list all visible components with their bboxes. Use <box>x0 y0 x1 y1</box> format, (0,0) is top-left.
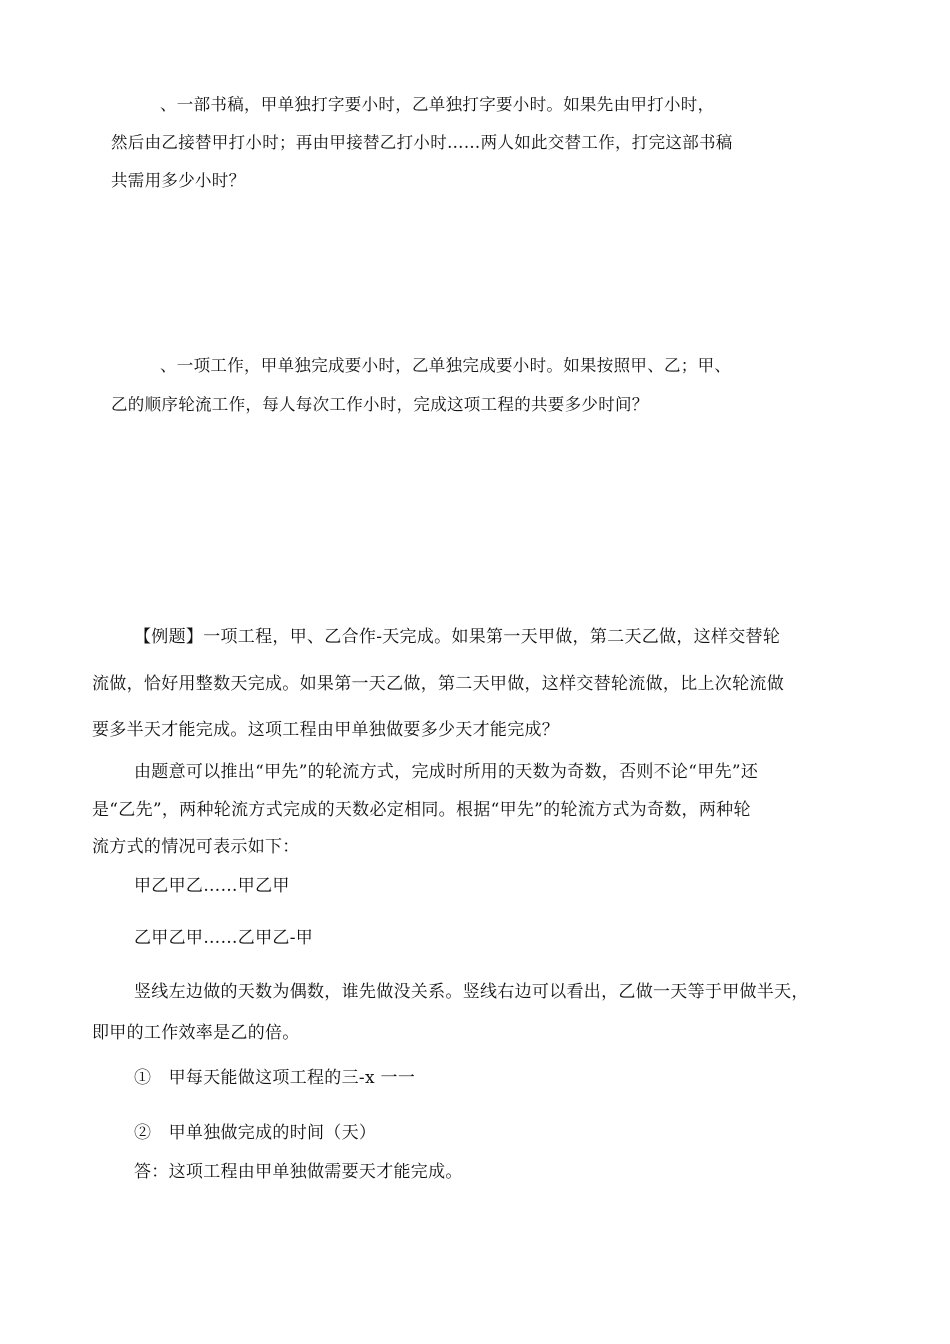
solution-para-1-line-3: 流方式的情况可表示如下： <box>92 837 300 857</box>
solution-step-2: ② 甲单独做完成的时间（天） <box>134 1123 377 1143</box>
problem-1-line-2: 然后由乙接替甲打小时；再由甲接替乙打小时……两人如此交替工作，打完这部书稿 <box>111 133 733 152</box>
solution-para-1-line-1: 由题意可以推出“甲先”的轮流方式，完成时所用的天数为奇数，否则不论“甲先”还 <box>134 762 759 782</box>
solution-para-2-line-2: 即甲的工作效率是乙的倍。 <box>92 1023 300 1043</box>
sequence-jia-first: 甲乙甲乙……甲乙甲 <box>134 876 290 896</box>
problem-2-line-2: 乙的顺序轮流工作，每人每次工作小时，完成这项工程的共要多少时间？ <box>111 395 649 414</box>
example-line-3: 要多半天才能完成。这项工程由甲单独做要多少天才能完成？ <box>92 720 560 740</box>
solution-step-1: ① 甲每天能做这项工程的三-x 一一 <box>134 1068 416 1088</box>
problem-1-line-3: 共需用多少小时？ <box>111 171 246 190</box>
solution-para-2-line-1: 竖线左边做的天数为偶数，谁先做没关系。竖线右边可以看出，乙做一天等于甲做半天， <box>134 982 809 1002</box>
sequence-yi-first: 乙甲乙甲……乙甲乙-甲 <box>134 928 314 948</box>
example-line-1: 【例题】一项工程，甲、乙合作-天完成。如果第一天甲做，第二天乙做，这样交替轮 <box>134 627 781 647</box>
problem-2-line-1: 、一项工作，甲单独完成要小时，乙单独完成要小时。如果按照甲、乙；甲、 <box>160 356 732 375</box>
problem-1-line-1: 、一部书稿，甲单独打字要小时，乙单独打字要小时。如果先由甲打小时， <box>160 95 715 114</box>
solution-para-1-line-2: 是“乙先”，两种轮流方式完成的天数必定相同。根据“甲先”的轮流方式为奇数，两种轮 <box>92 800 751 820</box>
answer: 答：这项工程由甲单独做需要天才能完成。 <box>134 1162 463 1182</box>
example-line-2: 流做，恰好用整数天完成。如果第一天乙做，第二天甲做，这样交替轮流做，比上次轮流做 <box>92 674 784 694</box>
